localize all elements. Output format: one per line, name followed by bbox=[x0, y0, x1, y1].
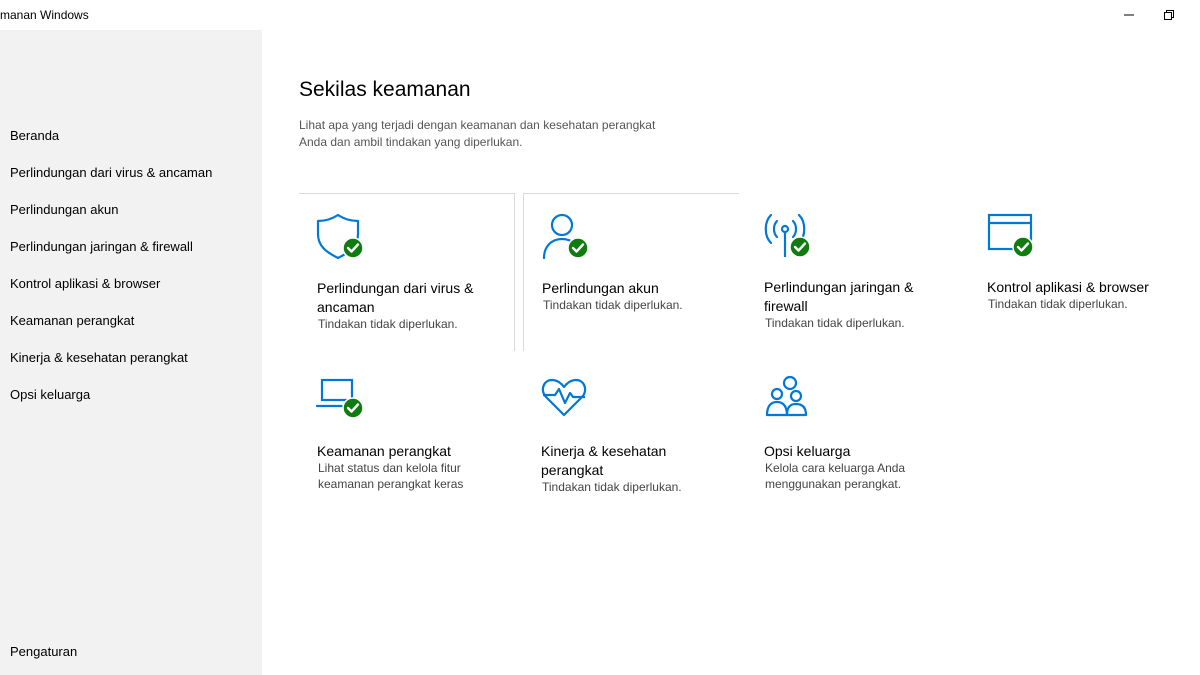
card-title: Kontrol aplikasi & browser bbox=[987, 279, 1149, 295]
sidebar-item-home[interactable]: Beranda bbox=[10, 128, 60, 143]
shield-icon bbox=[316, 212, 366, 262]
sidebar-item-device-health[interactable]: Kinerja & kesehatan perangkat bbox=[10, 350, 188, 365]
card-title: Kinerja & kesehatan perangkat bbox=[541, 443, 667, 478]
card-app-browser[interactable] bbox=[969, 193, 1185, 351]
card-title: Opsi keluarga bbox=[764, 443, 851, 459]
sidebar bbox=[0, 30, 262, 675]
card-firewall[interactable] bbox=[746, 193, 962, 351]
restore-icon bbox=[1164, 10, 1174, 20]
card-status: Tindakan tidak diperlukan. bbox=[542, 480, 682, 494]
title-bar bbox=[0, 0, 1200, 30]
heart-pulse-icon bbox=[540, 375, 590, 425]
antenna-icon bbox=[763, 211, 813, 261]
card-title: Perlindungan jaringan & firewall bbox=[764, 279, 914, 314]
sidebar-item-virus-protection[interactable]: Perlindungan dari virus & ancaman bbox=[10, 165, 213, 180]
card-device-security[interactable] bbox=[299, 357, 515, 515]
page-description: Lihat apa yang terjadi dengan keamanan dan kesehatan perangkat Anda dan ambil tindakan yang diperlukan. bbox=[299, 118, 656, 149]
minimize-icon bbox=[1124, 10, 1134, 20]
card-status: Tindakan tidak diperlukan. bbox=[988, 297, 1128, 311]
card-status: Kelola cara keluarga Anda menggunakan perangkat. bbox=[765, 461, 906, 491]
card-device-health[interactable] bbox=[523, 357, 739, 515]
sidebar-item-account-protection[interactable]: Perlindungan akun bbox=[10, 202, 119, 217]
card-account-protection[interactable] bbox=[523, 193, 739, 351]
window-title: manan Windows bbox=[0, 8, 89, 22]
card-title: Perlindungan dari virus & ancaman bbox=[317, 280, 474, 315]
family-icon bbox=[763, 375, 813, 425]
app-window-icon bbox=[986, 211, 1036, 261]
sidebar-item-family[interactable]: Opsi keluarga bbox=[10, 387, 91, 402]
sidebar-item-device-security[interactable]: Keamanan perangkat bbox=[10, 313, 135, 328]
card-status: Tindakan tidak diperlukan. bbox=[318, 317, 458, 331]
main-content bbox=[262, 30, 1200, 675]
card-status: Tindakan tidak diperlukan. bbox=[543, 298, 683, 312]
restore-button[interactable] bbox=[1146, 0, 1192, 30]
card-status: Tindakan tidak diperlukan. bbox=[765, 316, 905, 330]
laptop-icon bbox=[316, 375, 366, 425]
card-title: Perlindungan akun bbox=[542, 280, 659, 296]
page-title: Sekilas keamanan bbox=[299, 78, 471, 101]
sidebar-item-settings[interactable]: Pengaturan bbox=[10, 644, 78, 659]
card-family[interactable] bbox=[746, 357, 962, 515]
card-status: Lihat status dan kelola fitur keamanan perangkat keras bbox=[318, 461, 464, 491]
card-virus-protection[interactable] bbox=[299, 193, 515, 351]
person-icon bbox=[541, 212, 591, 262]
card-title: Keamanan perangkat bbox=[317, 443, 451, 459]
sidebar-item-app-browser[interactable]: Kontrol aplikasi & browser bbox=[10, 276, 161, 291]
sidebar-item-firewall[interactable]: Perlindungan jaringan & firewall bbox=[10, 239, 193, 254]
